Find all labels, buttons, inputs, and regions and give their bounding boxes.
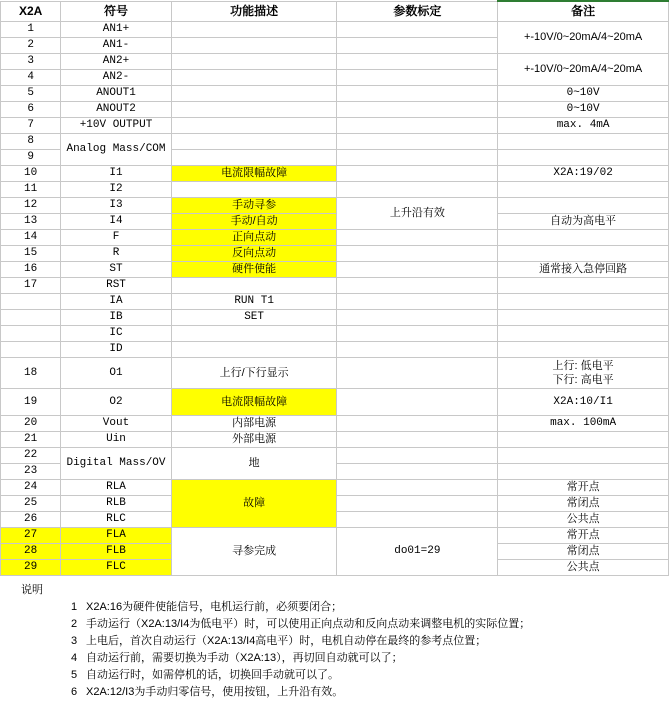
cell-note — [498, 432, 669, 448]
cell-param — [337, 246, 498, 262]
cell-no: 5 — [1, 86, 61, 102]
cell-note: 0~10V — [498, 86, 669, 102]
cell-no: 25 — [1, 496, 61, 512]
cell-note: 通常接入急停回路 — [498, 262, 669, 278]
cell-no: 8 — [1, 134, 61, 150]
table-row — [1, 86, 669, 102]
cell-note — [498, 310, 669, 326]
cell-note — [498, 464, 669, 480]
cell-function — [171, 326, 337, 342]
cell-no: 18 — [1, 358, 61, 389]
cell-symbol: Uin — [61, 432, 171, 448]
cell-no: 10 — [1, 166, 61, 182]
cell-param: 上升沿有效 — [337, 198, 498, 230]
cell-function: 外部电源 — [171, 432, 337, 448]
note-number: 5 — [70, 669, 78, 681]
cell-param — [337, 496, 498, 512]
note-blank — [0, 616, 64, 633]
table-row — [1, 326, 669, 342]
cell-param — [337, 389, 498, 416]
cell-no — [1, 326, 61, 342]
cell-no — [1, 342, 61, 358]
header-function: 功能描述 — [171, 1, 337, 22]
cell-param — [337, 326, 498, 342]
cell-no: 26 — [1, 512, 61, 528]
table-row — [1, 480, 669, 496]
cell-note: +-10V/0~20mA/4~20mA — [498, 22, 669, 54]
cell-no: 28 — [1, 544, 61, 560]
cell-function — [171, 278, 337, 294]
cell-function — [171, 182, 337, 198]
cell-note — [498, 326, 669, 342]
cell-no: 16 — [1, 262, 61, 278]
cell-symbol: ANOUT1 — [61, 86, 171, 102]
cell-symbol: O2 — [61, 389, 171, 416]
cell-param — [337, 432, 498, 448]
cell-symbol: ANOUT2 — [61, 102, 171, 118]
cell-no: 15 — [1, 246, 61, 262]
cell-no: 4 — [1, 70, 61, 86]
notes-title-blank — [84, 582, 669, 599]
cell-symbol: Digital Mass/OV — [61, 448, 171, 480]
note-blank — [0, 667, 64, 684]
note-text: 手动运行（X2A:13/I4为低电平）时，可以使用正向点动和反向点动来调整电机的实际位置； — [86, 618, 531, 630]
cell-param — [337, 86, 498, 102]
note-text: 自动运行前，需要切换为手动（X2A:13），再切回自动就可以了； — [86, 652, 403, 664]
table-row — [1, 416, 669, 432]
cell-note — [498, 342, 669, 358]
cell-no: 20 — [1, 416, 61, 432]
cell-function — [171, 342, 337, 358]
cell-symbol: FLA — [61, 528, 171, 544]
cell-note: 公共点 — [498, 512, 669, 528]
cell-symbol: IA — [61, 294, 171, 310]
cell-note: X2A:10/I1 — [498, 389, 669, 416]
cell-symbol: I2 — [61, 182, 171, 198]
cell-function: 故障 — [171, 480, 337, 528]
cell-param — [337, 448, 498, 464]
cell-symbol: I4 — [61, 214, 171, 230]
cell-symbol: FLC — [61, 560, 171, 576]
cell-param — [337, 464, 498, 480]
cell-note: 常闭点 — [498, 544, 669, 560]
cell-function: 上行/下行显示 — [171, 358, 337, 389]
header-symbol: 符号 — [61, 1, 171, 22]
table-row — [1, 102, 669, 118]
cell-param — [337, 278, 498, 294]
cell-symbol: RLC — [61, 512, 171, 528]
cell-note: +-10V/0~20mA/4~20mA — [498, 54, 669, 86]
note-number: 3 — [70, 635, 78, 647]
notes-title-spacer — [64, 582, 84, 599]
notes-table — [0, 582, 669, 701]
cell-function — [171, 22, 337, 38]
note-text: X2A:16为硬件使能信号，电机运行前，必须要闭合； — [86, 601, 343, 613]
cell-no: 19 — [1, 389, 61, 416]
cell-param — [337, 262, 498, 278]
cell-param — [337, 166, 498, 182]
cell-no: 17 — [1, 278, 61, 294]
table-row — [1, 198, 669, 214]
cell-param — [337, 22, 498, 38]
cell-note: 常闭点 — [498, 496, 669, 512]
cell-symbol: IC — [61, 326, 171, 342]
note-item — [0, 616, 669, 633]
note-blank — [0, 633, 64, 650]
cell-param — [337, 134, 498, 150]
cell-param — [337, 480, 498, 496]
table-row — [1, 134, 669, 150]
cell-symbol: Vout — [61, 416, 171, 432]
cell-no: 2 — [1, 38, 61, 54]
note-number: 2 — [70, 618, 78, 630]
note-item — [0, 684, 669, 701]
note-blank — [0, 650, 64, 667]
cell-no: 29 — [1, 560, 61, 576]
cell-no: 1 — [1, 22, 61, 38]
cell-symbol: RLA — [61, 480, 171, 496]
cell-no: 12 — [1, 198, 61, 214]
cell-note: X2A:19/02 — [498, 166, 669, 182]
cell-function: RUN T1 — [171, 294, 337, 310]
cell-note: 公共点 — [498, 560, 669, 576]
cell-note — [498, 230, 669, 246]
cell-param — [337, 150, 498, 166]
note-number: 6 — [70, 686, 78, 698]
note-text: 自动运行时，如需停机的话，切换回手动就可以了。 — [86, 669, 339, 681]
cell-note — [498, 198, 669, 214]
cell-no: 14 — [1, 230, 61, 246]
cell-function: 手动/自动 — [171, 214, 337, 230]
cell-note — [498, 358, 669, 389]
cell-function: 地 — [171, 448, 337, 480]
cell-symbol: +10V OUTPUT — [61, 118, 171, 134]
note-line-up: 上行: 低电平 — [552, 360, 614, 372]
cell-note: max. 4mA — [498, 118, 669, 134]
cell-function: SET — [171, 310, 337, 326]
notes-title: 说明 — [21, 584, 43, 596]
cell-no: 3 — [1, 54, 61, 70]
cell-note — [498, 134, 669, 150]
table-row — [1, 528, 669, 544]
cell-symbol: AN2- — [61, 70, 171, 86]
cell-param — [337, 54, 498, 70]
table-row — [1, 54, 669, 70]
cell-param — [337, 70, 498, 86]
cell-no: 23 — [1, 464, 61, 480]
cell-function — [171, 70, 337, 86]
header-note: 备注 — [498, 1, 669, 22]
cell-symbol: ID — [61, 342, 171, 358]
table-row — [1, 342, 669, 358]
cell-param: do01=29 — [337, 528, 498, 576]
table-row — [1, 22, 669, 38]
cell-function: 反向点动 — [171, 246, 337, 262]
note-number: 4 — [70, 652, 78, 664]
note-line-down: 下行: 高电平 — [552, 374, 614, 386]
cell-no: 21 — [1, 432, 61, 448]
cell-function — [171, 118, 337, 134]
note-blank — [0, 599, 64, 616]
cell-function: 电流限幅故障 — [171, 389, 337, 416]
cell-symbol: R — [61, 246, 171, 262]
table-row — [1, 166, 669, 182]
cell-param — [337, 230, 498, 246]
cell-no: 6 — [1, 102, 61, 118]
notes-title-row — [0, 582, 669, 599]
cell-param — [337, 294, 498, 310]
table-row — [1, 432, 669, 448]
cell-symbol: ST — [61, 262, 171, 278]
table-row — [1, 230, 669, 246]
cell-note — [498, 182, 669, 198]
cell-symbol: AN2+ — [61, 54, 171, 70]
table-row — [1, 262, 669, 278]
note-number: 1 — [70, 601, 78, 613]
header-x2a: X2A — [1, 1, 61, 22]
cell-param — [337, 118, 498, 134]
table-row — [1, 118, 669, 134]
cell-symbol: RLB — [61, 496, 171, 512]
cell-function: 正向点动 — [171, 230, 337, 246]
cell-no — [1, 294, 61, 310]
header-param: 参数标定 — [337, 1, 498, 22]
cell-function: 硬件使能 — [171, 262, 337, 278]
cell-note: 常开点 — [498, 480, 669, 496]
note-item — [0, 599, 669, 616]
cell-no: 24 — [1, 480, 61, 496]
cell-symbol: FLB — [61, 544, 171, 560]
cell-param — [337, 102, 498, 118]
note-blank — [0, 684, 64, 701]
note-text: 上电后，首次自动运行（X2A:13/I4高电平）时，电机自动停在最终的参考点位置； — [86, 635, 487, 647]
cell-symbol: F — [61, 230, 171, 246]
table-row — [1, 278, 669, 294]
table-row — [1, 310, 669, 326]
cell-function — [171, 102, 337, 118]
cell-note: 常开点 — [498, 528, 669, 544]
cell-note: 0~10V — [498, 102, 669, 118]
cell-note — [498, 246, 669, 262]
cell-symbol: AN1- — [61, 38, 171, 54]
cell-function — [171, 86, 337, 102]
note-item — [0, 633, 669, 650]
cell-no: 22 — [1, 448, 61, 464]
cell-no: 7 — [1, 118, 61, 134]
cell-function: 手动寻参 — [171, 198, 337, 214]
cell-param — [337, 512, 498, 528]
cell-note — [498, 278, 669, 294]
table-header-row — [1, 1, 669, 22]
cell-symbol: RST — [61, 278, 171, 294]
table-row — [1, 389, 669, 416]
cell-param — [337, 416, 498, 432]
cell-no: 13 — [1, 214, 61, 230]
note-item — [0, 650, 669, 667]
note-text: X2A:12/I3为手动归零信号，使用按钮，上升沿有效。 — [86, 686, 344, 698]
cell-param — [337, 342, 498, 358]
cell-note — [498, 294, 669, 310]
table-row — [1, 294, 669, 310]
cell-note: 自动为高电平 — [498, 214, 669, 230]
cell-note: max. 100mA — [498, 416, 669, 432]
cell-function: 寻参完成 — [171, 528, 337, 576]
cell-function: 电流限幅故障 — [171, 166, 337, 182]
cell-param — [337, 182, 498, 198]
cell-symbol: AN1+ — [61, 22, 171, 38]
cell-function: 内部电源 — [171, 416, 337, 432]
table-row — [1, 358, 669, 389]
cell-function — [171, 134, 337, 150]
notes-section — [0, 582, 669, 701]
cell-symbol: Analog Mass/COM — [61, 134, 171, 166]
cell-symbol: O1 — [61, 358, 171, 389]
cell-note — [498, 448, 669, 464]
cell-no: 27 — [1, 528, 61, 544]
cell-param — [337, 38, 498, 54]
table-row — [1, 246, 669, 262]
cell-function — [171, 54, 337, 70]
cell-note — [498, 150, 669, 166]
cell-no: 9 — [1, 150, 61, 166]
cell-symbol: I3 — [61, 198, 171, 214]
table-row — [1, 214, 669, 230]
note-item — [0, 667, 669, 684]
cell-symbol: IB — [61, 310, 171, 326]
cell-no — [1, 310, 61, 326]
cell-param — [337, 310, 498, 326]
cell-function — [171, 150, 337, 166]
table-row — [1, 182, 669, 198]
table-row — [1, 448, 669, 464]
cell-param — [337, 358, 498, 389]
cell-symbol: I1 — [61, 166, 171, 182]
cell-no: 11 — [1, 182, 61, 198]
cell-function — [171, 38, 337, 54]
